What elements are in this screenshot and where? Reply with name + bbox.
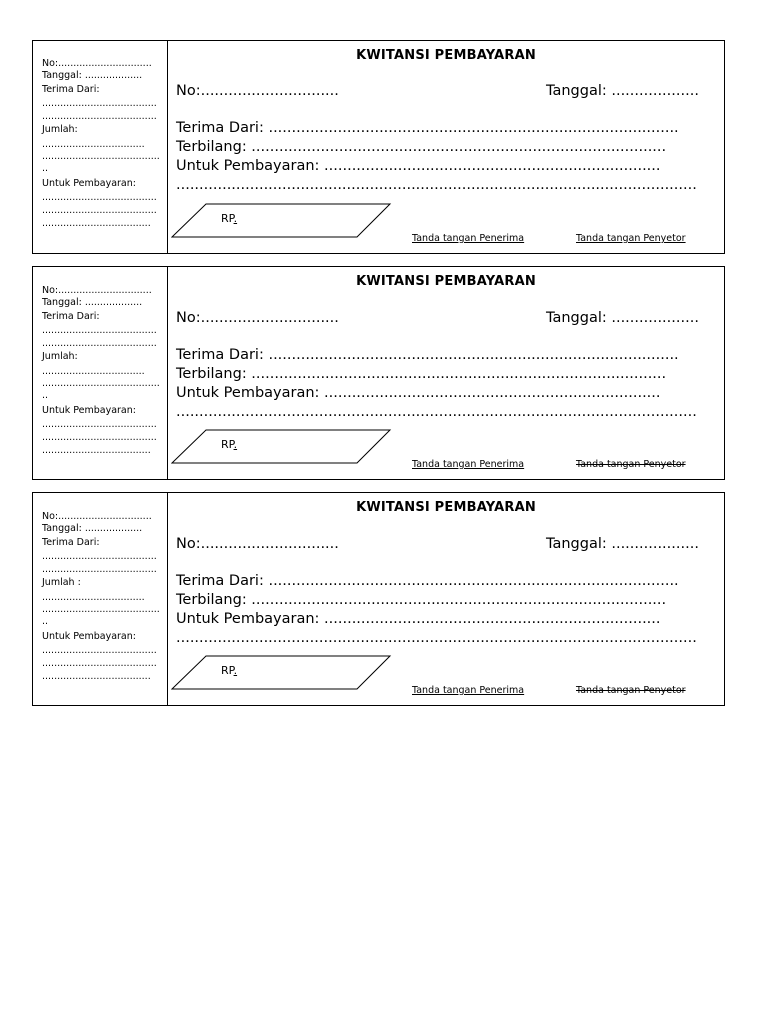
receipt-stub: [33, 41, 168, 253]
dots-line: .................................................................................................................: [176, 404, 697, 420]
stub-dots: ......................................: [42, 551, 157, 562]
stub-untuk-pembayaran: Untuk Pembayaran:: [42, 178, 136, 189]
no-field: No:..............................: [176, 310, 339, 326]
stub-dots: .......................................: [42, 604, 160, 615]
stub-dots: ..................................: [42, 139, 145, 150]
stub-terima-dari: Terima Dari:: [42, 537, 100, 548]
rp-label: RP.: [221, 212, 238, 225]
stub-dots: ......................................: [42, 98, 157, 109]
tanggal-field: Tanggal: ...................: [546, 83, 699, 99]
dots-line: .................................................................................................................: [176, 177, 697, 193]
signature-penerima: Tanda tangan Penerima: [412, 459, 525, 470]
signature-penyetor: Tanda tangan Penyetor: [576, 233, 686, 244]
no-field: No:..............................: [176, 83, 339, 99]
terima-dari-field: Terima Dari: .........................................................................................: [176, 120, 679, 136]
stub-untuk-pembayaran: Untuk Pembayaran:: [42, 631, 136, 642]
terbilang-field: Terbilang: ..........................................................................................: [176, 592, 667, 608]
stub-dots: ......................................: [42, 205, 157, 216]
stub-dots: ....................................: [42, 671, 151, 682]
receipt-stub: [33, 493, 168, 705]
receipt-title: KWITANSI PEMBAYARAN: [356, 274, 536, 289]
stub-tanggal: Tanggal: ...................: [42, 523, 143, 534]
terbilang-field: Terbilang: ..........................................................................................: [176, 366, 667, 382]
stub-dots: ..: [42, 616, 49, 627]
stub-dots: ......................................: [42, 325, 157, 336]
stub-dots: ......................................: [42, 111, 157, 122]
untuk-pembayaran-field: Untuk Pembayaran: .........................................................................: [176, 158, 661, 174]
untuk-pembayaran-field: Untuk Pembayaran: .........................................................................: [176, 611, 661, 627]
stub-untuk-pembayaran: Untuk Pembayaran:: [42, 405, 136, 416]
dots-line: .................................................................................................................: [176, 630, 697, 646]
stub-dots: ......................................: [42, 419, 157, 430]
signature-penyetor: Tanda tangan Penyetor: [576, 685, 686, 696]
stub-dots: ......................................: [42, 338, 157, 349]
receipt-title: KWITANSI PEMBAYARAN: [356, 48, 536, 63]
receipt-1: [32, 40, 725, 254]
stub-terima-dari: Terima Dari:: [42, 311, 100, 322]
receipt-2: [32, 266, 725, 480]
stub-dots: ..................................: [42, 592, 145, 603]
terima-dari-field: Terima Dari: .........................................................................................: [176, 573, 679, 589]
stub-dots: ..: [42, 163, 49, 174]
stub-dots: ......................................: [42, 564, 157, 575]
terbilang-field: Terbilang: ..........................................................................................: [176, 139, 667, 155]
stub-terima-dari: Terima Dari:: [42, 84, 100, 95]
untuk-pembayaran-field: Untuk Pembayaran: .........................................................................: [176, 385, 661, 401]
amount-box: [171, 429, 392, 465]
stub-dots: ....................................: [42, 218, 151, 229]
rp-label: RP.: [221, 438, 238, 451]
tanggal-field: Tanggal: ...................: [546, 310, 699, 326]
stub-dots: ......................................: [42, 192, 157, 203]
receipt-stub: [33, 267, 168, 479]
stub-dots: .......................................: [42, 151, 160, 162]
stub-jumlah: Jumlah:: [42, 124, 78, 135]
receipt-title: KWITANSI PEMBAYARAN: [356, 500, 536, 515]
stub-tanggal: Tanggal: ...................: [42, 297, 143, 308]
terima-dari-field: Terima Dari: .........................................................................................: [176, 347, 679, 363]
stub-tanggal: Tanggal: ...................: [42, 70, 143, 81]
stub-no: No:...............................: [42, 285, 152, 296]
no-field: No:..............................: [176, 536, 339, 552]
stub-dots: ......................................: [42, 432, 157, 443]
receipt-main: [168, 493, 724, 705]
stub-jumlah: Jumlah:: [42, 351, 78, 362]
signature-penerima: Tanda tangan Penerima: [412, 233, 525, 244]
stub-dots: ....................................: [42, 445, 151, 456]
stub-dots: ..................................: [42, 366, 145, 377]
stub-dots: ......................................: [42, 658, 157, 669]
amount-box: [171, 203, 392, 239]
receipt-main: [168, 41, 724, 253]
stub-dots: ......................................: [42, 645, 157, 656]
stub-dots: .......................................: [42, 378, 160, 389]
stub-no: No:...............................: [42, 58, 152, 69]
stub-jumlah: Jumlah :: [42, 577, 81, 588]
receipt-3: [32, 492, 725, 706]
signature-penerima: Tanda tangan Penerima: [412, 685, 525, 696]
signature-penyetor: Tanda tangan Penyetor: [576, 459, 686, 470]
receipt-main: [168, 267, 724, 479]
stub-no: No:...............................: [42, 511, 152, 522]
stub-dots: ..: [42, 390, 49, 401]
rp-label: RP.: [221, 664, 238, 677]
amount-box: [171, 655, 392, 691]
tanggal-field: Tanggal: ...................: [546, 536, 699, 552]
